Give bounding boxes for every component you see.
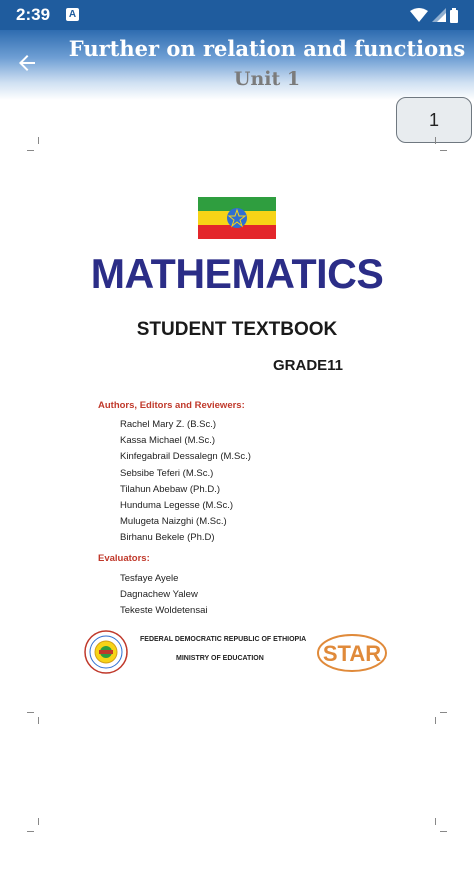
government-line2: MINISTRY OF EDUCATION — [176, 655, 264, 662]
status-icons — [410, 7, 458, 23]
ethiopian-flag-icon — [198, 197, 276, 239]
document-title: MATHEMATICS — [90, 250, 384, 297]
star-logo-text: STAR — [322, 641, 382, 666]
evaluator-item: Tesfaye Ayele — [120, 573, 179, 584]
author-item: Kinfegabrail Dessalegn (M.Sc.) — [120, 451, 251, 463]
evaluators-heading: Evaluators: — [98, 553, 150, 564]
battery-icon — [450, 8, 458, 23]
status-bar — [0, 0, 474, 30]
back-arrow-icon — [15, 51, 39, 75]
grade-label: GRADE11 — [273, 357, 344, 374]
page-number-badge[interactable]: 1 — [396, 97, 472, 143]
authors-list — [120, 417, 251, 547]
status-time: 2:39 — [16, 5, 51, 24]
document-subtitle: STUDENT TEXTBOOK — [136, 319, 338, 340]
author-item: Kassa Michael (M.Sc.) — [120, 435, 216, 447]
header-subtitle: Unit 1 — [233, 68, 301, 90]
evaluators-list — [120, 571, 208, 620]
author-item: Mulugeta Naizghi (M.Sc.) — [120, 516, 227, 528]
authors-heading: Authors, Editors and Reviewers: — [98, 400, 245, 411]
wifi-icon — [410, 8, 428, 22]
author-item: Birhanu Bekele (Ph.D) — [120, 532, 215, 544]
header-title: Further on relation and functions — [68, 36, 466, 61]
author-item: Hunduma Legesse (M.Sc.) — [120, 500, 233, 512]
notification-a-icon: A — [66, 8, 79, 21]
star-logo-icon — [316, 633, 388, 673]
evaluator-item: Tekeste Woldetensai — [120, 605, 208, 617]
author-item: Tilahun Abebaw (Ph.D.) — [120, 483, 220, 495]
author-item: Sebsibe Teferi (M.Sc.) — [120, 467, 214, 479]
government-line1: FEDERAL DEMOCRATIC REPUBLIC OF ETHIOPIA — [140, 636, 307, 643]
app-header — [0, 30, 474, 100]
evaluator-item: Dagnachew Yalew — [120, 589, 198, 601]
ministry-seal-icon — [84, 630, 128, 674]
signal-icon — [432, 8, 446, 22]
back-button[interactable] — [10, 46, 44, 80]
author-item: Rachel Mary Z. (B.Sc.) — [120, 419, 217, 430]
